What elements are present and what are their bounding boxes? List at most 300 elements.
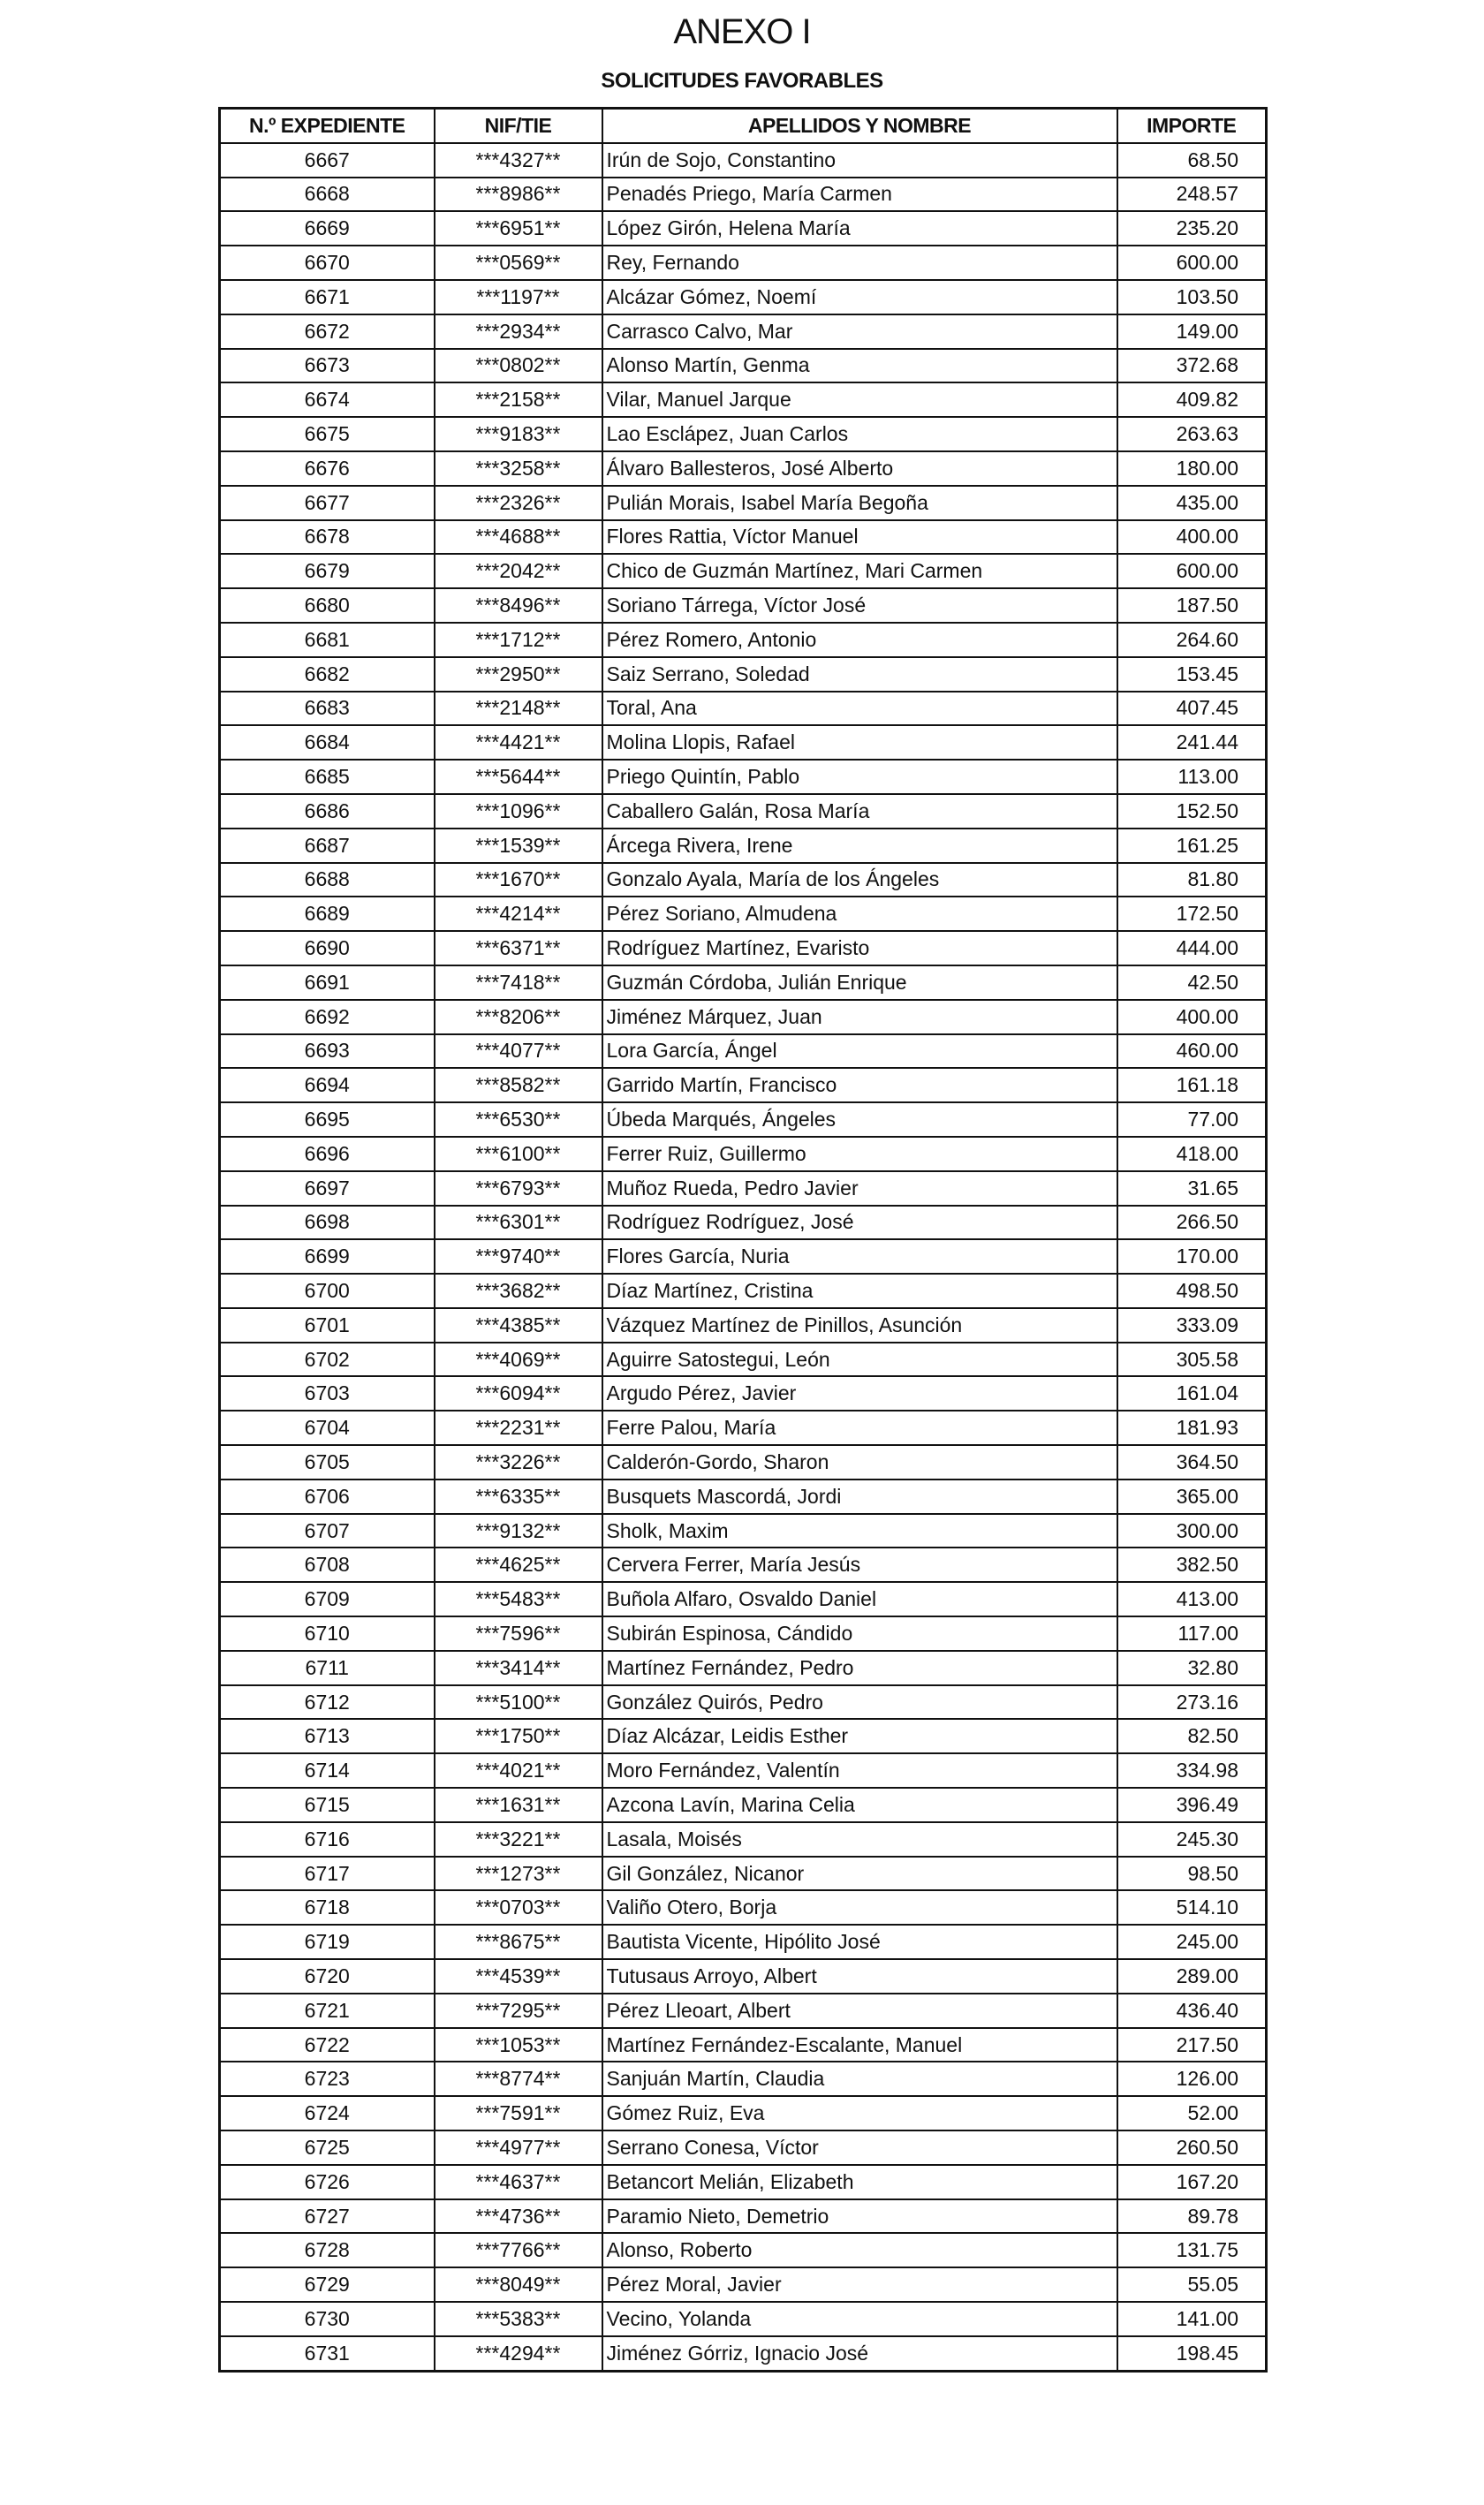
cell-name: Ferrer Ruiz, Guillermo: [602, 1137, 1117, 1171]
cell-expediente: 6701: [220, 1308, 435, 1343]
cell-importe: 600.00: [1117, 554, 1267, 588]
cell-name: Molina Llopis, Rafael: [602, 725, 1117, 760]
cell-importe: 161.04: [1117, 1376, 1267, 1411]
cell-importe: 365.00: [1117, 1480, 1267, 1514]
cell-nif: ***6100**: [435, 1137, 602, 1171]
cell-expediente: 6719: [220, 1925, 435, 1959]
table-row: [220, 1274, 1267, 1308]
cell-nif: ***1670**: [435, 863, 602, 897]
cell-nif: ***2950**: [435, 657, 602, 692]
document-title: ANEXO I: [673, 12, 811, 51]
cell-importe: 181.93: [1117, 1411, 1267, 1445]
cell-importe: 289.00: [1117, 1959, 1267, 1994]
cell-importe: 263.63: [1117, 417, 1267, 451]
table-row: [220, 1719, 1267, 1753]
table-row: [220, 382, 1267, 417]
cell-expediente: 6718: [220, 1890, 435, 1925]
table-row: [220, 1890, 1267, 1925]
cell-name: Jiménez Márquez, Juan: [602, 1000, 1117, 1034]
cell-name: Rodríguez Martínez, Evaristo: [602, 931, 1117, 965]
cell-nif: ***1631**: [435, 1788, 602, 1822]
cell-expediente: 6668: [220, 178, 435, 212]
cell-name: Úbeda Marqués, Ángeles: [602, 1102, 1117, 1137]
cell-importe: 418.00: [1117, 1137, 1267, 1171]
cell-expediente: 6708: [220, 1548, 435, 1582]
cell-name: Toral, Ana: [602, 692, 1117, 726]
cell-importe: 435.00: [1117, 486, 1267, 520]
cell-expediente: 6686: [220, 794, 435, 829]
cell-nif: ***1096**: [435, 794, 602, 829]
cell-nif: ***6530**: [435, 1102, 602, 1137]
cell-name: Cervera Ferrer, María Jesús: [602, 1548, 1117, 1582]
cell-expediente: 6715: [220, 1788, 435, 1822]
cell-importe: 152.50: [1117, 794, 1267, 829]
table-row: [220, 1206, 1267, 1240]
cell-importe: 153.45: [1117, 657, 1267, 692]
table-row: [220, 1788, 1267, 1822]
cell-expediente: 6714: [220, 1753, 435, 1788]
cell-expediente: 6699: [220, 1239, 435, 1274]
cell-nif: ***6793**: [435, 1171, 602, 1206]
header-expediente: N.º EXPEDIENTE: [220, 109, 435, 143]
cell-importe: 187.50: [1117, 588, 1267, 623]
table-row: [220, 2302, 1267, 2336]
cell-importe: 170.00: [1117, 1239, 1267, 1274]
cell-name: Vecino, Yolanda: [602, 2302, 1117, 2336]
cell-importe: 167.20: [1117, 2165, 1267, 2199]
cell-name: Martínez Fernández-Escalante, Manuel: [602, 2028, 1117, 2062]
table-row: [220, 725, 1267, 760]
cell-name: Sholk, Maxim: [602, 1514, 1117, 1548]
cell-nif: ***6335**: [435, 1480, 602, 1514]
cell-importe: 245.00: [1117, 1925, 1267, 1959]
cell-nif: ***2326**: [435, 486, 602, 520]
table-row: [220, 1925, 1267, 1959]
cell-expediente: 6725: [220, 2130, 435, 2165]
table-row: [220, 554, 1267, 588]
cell-nif: ***8582**: [435, 1068, 602, 1102]
cell-expediente: 6703: [220, 1376, 435, 1411]
cell-importe: 77.00: [1117, 1102, 1267, 1137]
cell-importe: 444.00: [1117, 931, 1267, 965]
table-row: [220, 897, 1267, 931]
table-row: [220, 1034, 1267, 1069]
cell-importe: 300.00: [1117, 1514, 1267, 1548]
table-row: [220, 692, 1267, 726]
cell-name: Pérez Moral, Javier: [602, 2267, 1117, 2302]
cell-expediente: 6722: [220, 2028, 435, 2062]
cell-expediente: 6692: [220, 1000, 435, 1034]
cell-name: Busquets Mascordá, Jordi: [602, 1480, 1117, 1514]
cell-expediente: 6704: [220, 1411, 435, 1445]
table-row: [220, 451, 1267, 486]
table-row: [220, 931, 1267, 965]
cell-nif: ***8675**: [435, 1925, 602, 1959]
cell-name: Pérez Romero, Antonio: [602, 623, 1117, 657]
cell-nif: ***3682**: [435, 1274, 602, 1308]
cell-nif: ***5383**: [435, 2302, 602, 2336]
cell-expediente: 6698: [220, 1206, 435, 1240]
cell-nif: ***4736**: [435, 2199, 602, 2234]
cell-nif: ***2934**: [435, 314, 602, 349]
cell-expediente: 6726: [220, 2165, 435, 2199]
table-row: [220, 2233, 1267, 2267]
cell-importe: 273.16: [1117, 1685, 1267, 1720]
cell-importe: 89.78: [1117, 2199, 1267, 2234]
cell-expediente: 6676: [220, 451, 435, 486]
cell-name: Gonzalo Ayala, María de los Ángeles: [602, 863, 1117, 897]
cell-expediente: 6696: [220, 1137, 435, 1171]
cell-importe: 113.00: [1117, 760, 1267, 794]
cell-name: López Girón, Helena María: [602, 211, 1117, 246]
cell-importe: 217.50: [1117, 2028, 1267, 2062]
cell-name: Lora García, Ángel: [602, 1034, 1117, 1069]
document-subtitle: SOLICITUDES FAVORABLES: [601, 69, 883, 93]
cell-nif: ***4327**: [435, 143, 602, 178]
cell-name: Pérez Soriano, Almudena: [602, 897, 1117, 931]
cell-expediente: 6721: [220, 1994, 435, 2028]
cell-nif: ***5483**: [435, 1582, 602, 1616]
table-row: [220, 1137, 1267, 1171]
cell-nif: ***1712**: [435, 623, 602, 657]
cell-name: Rodríguez Rodríguez, José: [602, 1206, 1117, 1240]
cell-expediente: 6688: [220, 863, 435, 897]
cell-importe: 364.50: [1117, 1445, 1267, 1480]
cell-expediente: 6669: [220, 211, 435, 246]
cell-name: Pulián Morais, Isabel María Begoña: [602, 486, 1117, 520]
cell-name: Irún de Sojo, Constantino: [602, 143, 1117, 178]
cell-nif: ***7295**: [435, 1994, 602, 2028]
cell-importe: 407.45: [1117, 692, 1267, 726]
cell-nif: ***5644**: [435, 760, 602, 794]
table-row: [220, 1343, 1267, 1377]
cell-nif: ***8206**: [435, 1000, 602, 1034]
cell-expediente: 6673: [220, 349, 435, 383]
cell-name: Muñoz Rueda, Pedro Javier: [602, 1171, 1117, 1206]
cell-importe: 126.00: [1117, 2062, 1267, 2096]
cell-expediente: 6678: [220, 520, 435, 555]
cell-expediente: 6683: [220, 692, 435, 726]
table-row: [220, 314, 1267, 349]
cell-name: Soriano Tárrega, Víctor José: [602, 588, 1117, 623]
table-row: [220, 1480, 1267, 1514]
cell-name: Alonso, Roberto: [602, 2233, 1117, 2267]
cell-expediente: 6679: [220, 554, 435, 588]
table-row: [220, 211, 1267, 246]
cell-importe: 141.00: [1117, 2302, 1267, 2336]
cell-importe: 131.75: [1117, 2233, 1267, 2267]
cell-nif: ***5100**: [435, 1685, 602, 1720]
table-row: [220, 657, 1267, 692]
table-row: [220, 1239, 1267, 1274]
cell-nif: ***2042**: [435, 554, 602, 588]
cell-name: Valiño Otero, Borja: [602, 1890, 1117, 1925]
cell-nif: ***0569**: [435, 246, 602, 280]
cell-nif: ***6371**: [435, 931, 602, 965]
table-row: [220, 1959, 1267, 1994]
cell-importe: 372.68: [1117, 349, 1267, 383]
table-row: [220, 2096, 1267, 2130]
table-row: [220, 1514, 1267, 1548]
cell-name: Chico de Guzmán Martínez, Mari Carmen: [602, 554, 1117, 588]
cell-name: Sanjuán Martín, Claudia: [602, 2062, 1117, 2096]
cell-expediente: 6724: [220, 2096, 435, 2130]
cell-expediente: 6713: [220, 1719, 435, 1753]
table-row: [220, 1582, 1267, 1616]
cell-expediente: 6681: [220, 623, 435, 657]
cell-nif: ***2148**: [435, 692, 602, 726]
cell-nif: ***1197**: [435, 280, 602, 314]
table-row: [220, 1102, 1267, 1137]
cell-expediente: 6680: [220, 588, 435, 623]
cell-expediente: 6711: [220, 1651, 435, 1685]
table-row: [220, 280, 1267, 314]
applications-table: [218, 107, 1268, 2373]
cell-expediente: 6693: [220, 1034, 435, 1069]
table-row: [220, 623, 1267, 657]
cell-expediente: 6729: [220, 2267, 435, 2302]
cell-name: Pérez Lleoart, Albert: [602, 1994, 1117, 2028]
cell-expediente: 6667: [220, 143, 435, 178]
cell-importe: 248.57: [1117, 178, 1267, 212]
cell-name: Penadés Priego, María Carmen: [602, 178, 1117, 212]
table-row: [220, 588, 1267, 623]
cell-importe: 460.00: [1117, 1034, 1267, 1069]
cell-nif: ***9183**: [435, 417, 602, 451]
cell-importe: 436.40: [1117, 1994, 1267, 2028]
cell-nif: ***3226**: [435, 1445, 602, 1480]
cell-name: Argudo Pérez, Javier: [602, 1376, 1117, 1411]
cell-name: Guzmán Córdoba, Julián Enrique: [602, 965, 1117, 1000]
cell-importe: 52.00: [1117, 2096, 1267, 2130]
cell-name: Calderón-Gordo, Sharon: [602, 1445, 1117, 1480]
cell-name: Azcona Lavín, Marina Celia: [602, 1788, 1117, 1822]
cell-name: Tutusaus Arroyo, Albert: [602, 1959, 1117, 1994]
table-row: [220, 863, 1267, 897]
table-row: [220, 794, 1267, 829]
cell-name: Álvaro Ballesteros, José Alberto: [602, 451, 1117, 486]
cell-expediente: 6689: [220, 897, 435, 931]
cell-importe: 396.49: [1117, 1788, 1267, 1822]
cell-name: Lasala, Moisés: [602, 1822, 1117, 1857]
cell-nif: ***4688**: [435, 520, 602, 555]
table-row: [220, 1376, 1267, 1411]
cell-name: Paramio Nieto, Demetrio: [602, 2199, 1117, 2234]
table-row: [220, 417, 1267, 451]
table-row: [220, 2165, 1267, 2199]
cell-name: Serrano Conesa, Víctor: [602, 2130, 1117, 2165]
cell-importe: 241.44: [1117, 725, 1267, 760]
cell-name: Buñola Alfaro, Osvaldo Daniel: [602, 1582, 1117, 1616]
cell-importe: 514.10: [1117, 1890, 1267, 1925]
table-row: [220, 1857, 1267, 1891]
cell-importe: 98.50: [1117, 1857, 1267, 1891]
cell-expediente: 6702: [220, 1343, 435, 1377]
cell-nif: ***7596**: [435, 1616, 602, 1651]
table-row: [220, 2028, 1267, 2062]
cell-importe: 235.20: [1117, 211, 1267, 246]
cell-nif: ***8049**: [435, 2267, 602, 2302]
cell-nif: ***4214**: [435, 897, 602, 931]
cell-importe: 81.80: [1117, 863, 1267, 897]
cell-nif: ***2158**: [435, 382, 602, 417]
cell-importe: 31.65: [1117, 1171, 1267, 1206]
cell-importe: 32.80: [1117, 1651, 1267, 1685]
cell-nif: ***4421**: [435, 725, 602, 760]
cell-name: Priego Quintín, Pablo: [602, 760, 1117, 794]
table-row: [220, 143, 1267, 178]
cell-name: Alonso Martín, Genma: [602, 349, 1117, 383]
cell-name: Moro Fernández, Valentín: [602, 1753, 1117, 1788]
cell-nif: ***3221**: [435, 1822, 602, 1857]
cell-expediente: 6671: [220, 280, 435, 314]
cell-expediente: 6727: [220, 2199, 435, 2234]
cell-importe: 117.00: [1117, 1616, 1267, 1651]
cell-importe: 400.00: [1117, 1000, 1267, 1034]
cell-expediente: 6717: [220, 1857, 435, 1891]
table-header-row: [220, 109, 1267, 143]
cell-importe: 400.00: [1117, 520, 1267, 555]
cell-name: Caballero Galán, Rosa María: [602, 794, 1117, 829]
cell-importe: 180.00: [1117, 451, 1267, 486]
table-row: [220, 1616, 1267, 1651]
cell-expediente: 6709: [220, 1582, 435, 1616]
cell-name: Ferre Palou, María: [602, 1411, 1117, 1445]
cell-expediente: 6695: [220, 1102, 435, 1137]
header-name: APELLIDOS Y NOMBRE: [602, 109, 1117, 143]
cell-nif: ***9132**: [435, 1514, 602, 1548]
cell-importe: 68.50: [1117, 143, 1267, 178]
cell-expediente: 6691: [220, 965, 435, 1000]
cell-expediente: 6707: [220, 1514, 435, 1548]
cell-name: Vilar, Manuel Jarque: [602, 382, 1117, 417]
cell-name: Gil González, Nicanor: [602, 1857, 1117, 1891]
cell-importe: 264.60: [1117, 623, 1267, 657]
cell-expediente: 6677: [220, 486, 435, 520]
cell-nif: ***2231**: [435, 1411, 602, 1445]
cell-name: Lao Esclápez, Juan Carlos: [602, 417, 1117, 451]
table-row: [220, 760, 1267, 794]
cell-importe: 409.82: [1117, 382, 1267, 417]
table-row: [220, 2062, 1267, 2096]
table-row: [220, 246, 1267, 280]
cell-name: Aguirre Satostegui, León: [602, 1343, 1117, 1377]
cell-nif: ***4077**: [435, 1034, 602, 1069]
table-row: [220, 2336, 1267, 2371]
cell-expediente: 6712: [220, 1685, 435, 1720]
cell-importe: 245.30: [1117, 1822, 1267, 1857]
cell-nif: ***4977**: [435, 2130, 602, 2165]
cell-nif: ***4294**: [435, 2336, 602, 2371]
cell-nif: ***6951**: [435, 211, 602, 246]
cell-expediente: 6700: [220, 1274, 435, 1308]
cell-expediente: 6687: [220, 829, 435, 863]
table-row: [220, 520, 1267, 555]
table-row: [220, 2267, 1267, 2302]
cell-importe: 42.50: [1117, 965, 1267, 1000]
cell-expediente: 6694: [220, 1068, 435, 1102]
cell-expediente: 6685: [220, 760, 435, 794]
cell-nif: ***3414**: [435, 1651, 602, 1685]
cell-expediente: 6674: [220, 382, 435, 417]
cell-nif: ***8986**: [435, 178, 602, 212]
table-row: [220, 1753, 1267, 1788]
cell-importe: 55.05: [1117, 2267, 1267, 2302]
cell-importe: 103.50: [1117, 280, 1267, 314]
cell-name: Garrido Martín, Francisco: [602, 1068, 1117, 1102]
cell-nif: ***4539**: [435, 1959, 602, 1994]
cell-importe: 161.18: [1117, 1068, 1267, 1102]
cell-nif: ***9740**: [435, 1239, 602, 1274]
cell-nif: ***1539**: [435, 829, 602, 863]
cell-expediente: 6682: [220, 657, 435, 692]
table-row: [220, 1445, 1267, 1480]
table-row: [220, 829, 1267, 863]
cell-expediente: 6728: [220, 2233, 435, 2267]
cell-importe: 600.00: [1117, 246, 1267, 280]
cell-nif: ***0802**: [435, 349, 602, 383]
cell-nif: ***4385**: [435, 1308, 602, 1343]
cell-expediente: 6690: [220, 931, 435, 965]
table-row: [220, 1411, 1267, 1445]
cell-name: Vázquez Martínez de Pinillos, Asunción: [602, 1308, 1117, 1343]
cell-name: Árcega Rivera, Irene: [602, 829, 1117, 863]
cell-importe: 333.09: [1117, 1308, 1267, 1343]
cell-name: Carrasco Calvo, Mar: [602, 314, 1117, 349]
table-row: [220, 1171, 1267, 1206]
header-nif: NIF/TIE: [435, 109, 602, 143]
cell-nif: ***1053**: [435, 2028, 602, 2062]
table-row: [220, 1068, 1267, 1102]
cell-expediente: 6723: [220, 2062, 435, 2096]
cell-nif: ***7591**: [435, 2096, 602, 2130]
table-row: [220, 349, 1267, 383]
cell-name: Subirán Espinosa, Cándido: [602, 1616, 1117, 1651]
cell-importe: 82.50: [1117, 1719, 1267, 1753]
cell-expediente: 6684: [220, 725, 435, 760]
cell-name: Díaz Alcázar, Leidis Esther: [602, 1719, 1117, 1753]
header-importe: IMPORTE: [1117, 109, 1267, 143]
cell-importe: 260.50: [1117, 2130, 1267, 2165]
cell-nif: ***1750**: [435, 1719, 602, 1753]
cell-importe: 498.50: [1117, 1274, 1267, 1308]
cell-importe: 149.00: [1117, 314, 1267, 349]
cell-importe: 161.25: [1117, 829, 1267, 863]
cell-expediente: 6672: [220, 314, 435, 349]
cell-importe: 266.50: [1117, 1206, 1267, 1240]
cell-name: Betancort Melián, Elizabeth: [602, 2165, 1117, 2199]
cell-name: Alcázar Gómez, Noemí: [602, 280, 1117, 314]
cell-nif: ***1273**: [435, 1857, 602, 1891]
cell-expediente: 6697: [220, 1171, 435, 1206]
cell-nif: ***7766**: [435, 2233, 602, 2267]
cell-expediente: 6730: [220, 2302, 435, 2336]
cell-expediente: 6731: [220, 2336, 435, 2371]
cell-name: Jiménez Górriz, Ignacio José: [602, 2336, 1117, 2371]
cell-expediente: 6710: [220, 1616, 435, 1651]
cell-nif: ***4625**: [435, 1548, 602, 1582]
cell-name: Bautista Vicente, Hipólito José: [602, 1925, 1117, 1959]
cell-expediente: 6670: [220, 246, 435, 280]
cell-importe: 172.50: [1117, 897, 1267, 931]
table-row: [220, 1651, 1267, 1685]
cell-expediente: 6705: [220, 1445, 435, 1480]
cell-expediente: 6720: [220, 1959, 435, 1994]
cell-name: Gómez Ruiz, Eva: [602, 2096, 1117, 2130]
cell-importe: 413.00: [1117, 1582, 1267, 1616]
cell-expediente: 6675: [220, 417, 435, 451]
table-row: [220, 1685, 1267, 1720]
